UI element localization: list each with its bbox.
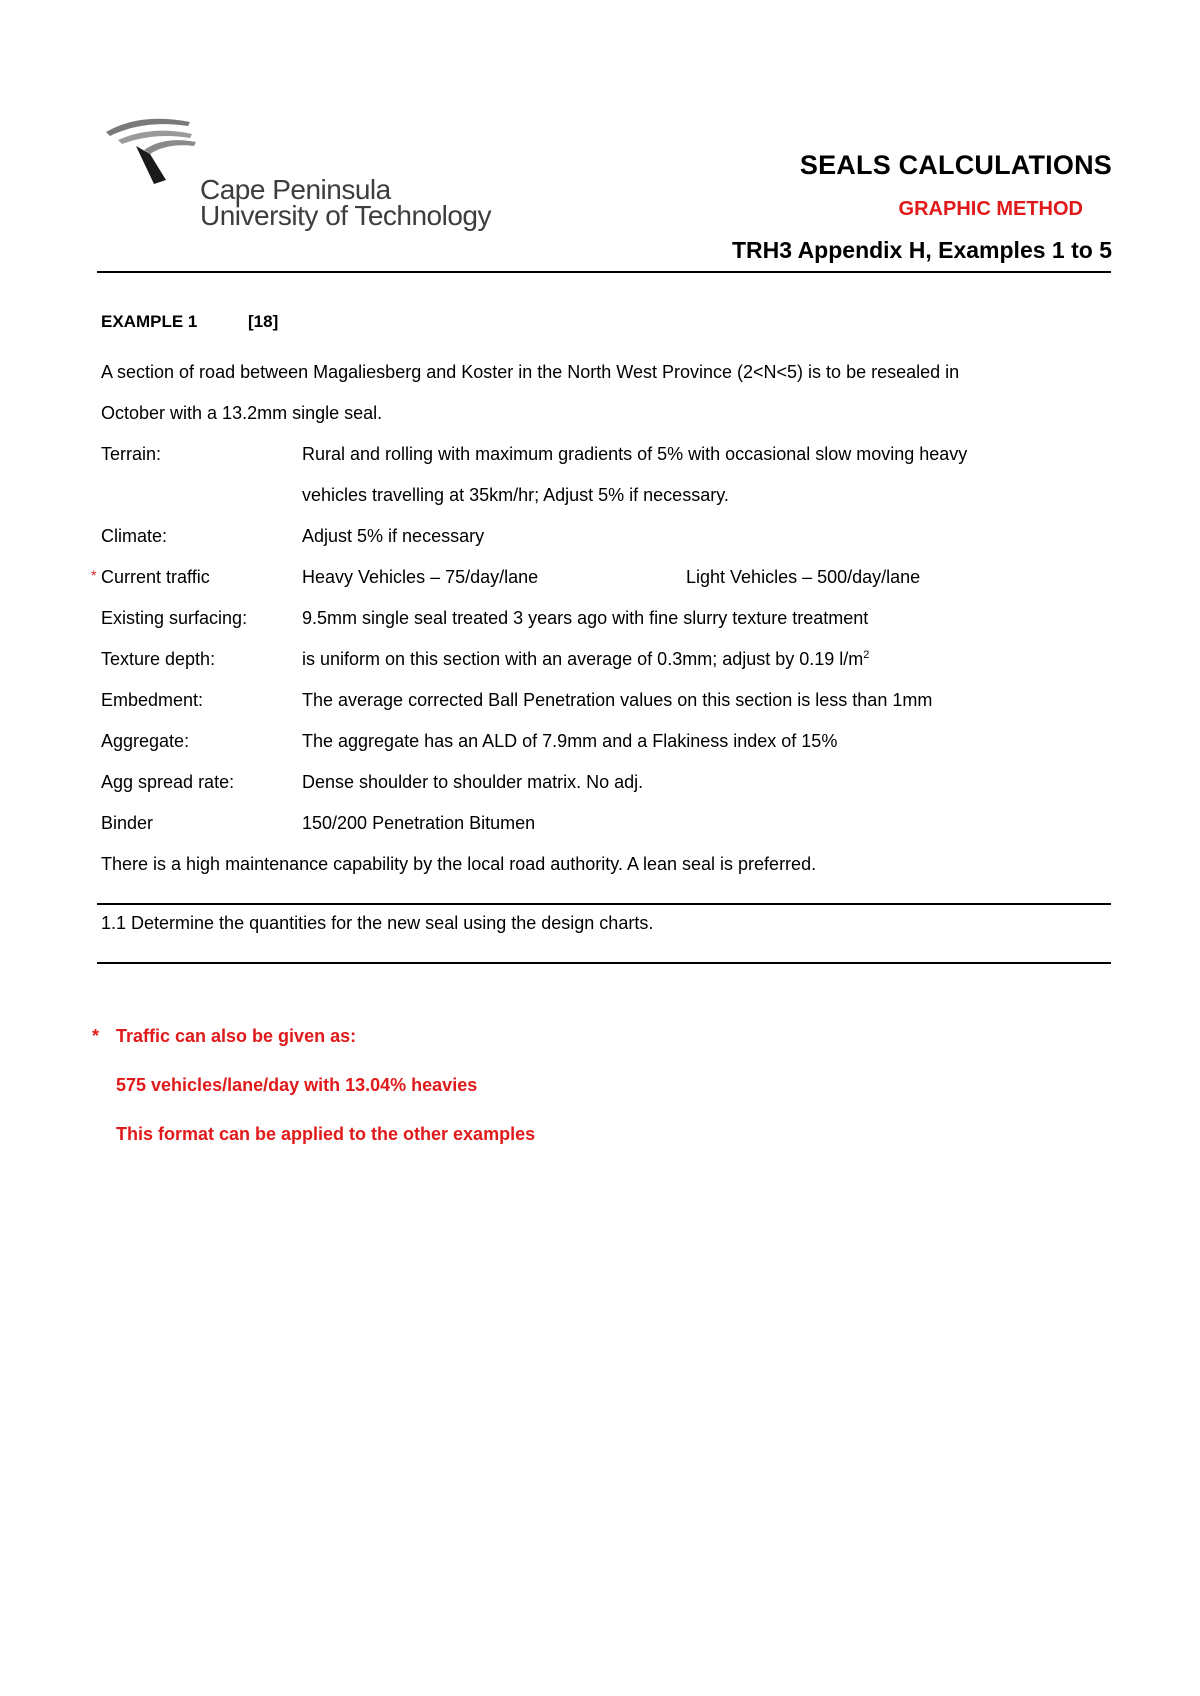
terrain-value: Rural and rolling with maximum gradients of 5% with occasional slow moving heavy [302,444,968,464]
embedment-value: The average corrected Ball Penetration values on this section is less than 1mm [302,690,933,710]
traffic-asterisk: * [91,567,97,583]
note-line-2: 575 vehicles/lane/day with 13.04% heavies [116,1075,478,1095]
binder-label: Binder [101,813,154,833]
texture-value: is uniform on this section with an average of 0.3mm; adjust by 0.19 l/m [302,649,864,669]
logo-line-1: Cape Peninsula [200,174,391,205]
cput-logo [100,110,500,230]
note-line-3: This format can be applied to the other examples [116,1124,536,1144]
traffic-heavy-value: Heavy Vehicles – 75/day/lane [302,567,539,587]
texture-label: Texture depth: [101,649,216,669]
terrain-label: Terrain: [101,444,162,464]
binder-value: 150/200 Penetration Bitumen [302,813,536,833]
climate-label: Climate: [101,526,168,546]
texture-value-line [302,648,869,670]
document-reference: TRH3 Appendix H, Examples 1 to 5 [731,237,1112,263]
climate-value: Adjust 5% if necessary [302,526,485,546]
intro-line-1: A section of road between Magaliesberg and Koster in the North West Province (2<N<5) is to be resealed in [101,362,960,382]
traffic-light-value: Light Vehicles – 500/day/lane [686,567,921,587]
cput-logo-mark-icon [100,110,200,190]
question-top-divider [97,903,1111,905]
aggregate-value: The aggregate has an ALD of 7.9mm and a Flakiness index of 15% [302,731,838,751]
closing-statement: There is a high maintenance capability by the local road authority. A lean seal is preferred. [101,854,817,874]
note-line-1: Traffic can also be given as: [116,1026,357,1046]
logo-line-2: University of Technology [200,200,491,231]
spread-rate-value: Dense shoulder to shoulder matrix. No adj. [302,772,644,792]
document-title: SEALS CALCULATIONS [799,150,1112,180]
header-divider [97,271,1111,273]
surfacing-label: Existing surfacing: [101,608,248,628]
example-heading: EXAMPLE 1 [101,312,198,331]
document-subtitle: GRAPHIC METHOD [898,198,1083,220]
intro-line-2: October with a 13.2mm single seal. [101,403,383,423]
traffic-label: Current traffic [101,567,210,587]
surfacing-value: 9.5mm single seal treated 3 years ago with fine slurry texture treatment [302,608,869,628]
question-1-1: 1.1 Determine the quantities for the new seal using the design charts. [101,913,654,933]
question-bottom-divider [97,962,1111,964]
spread-rate-label: Agg spread rate: [101,772,235,792]
aggregate-label: Aggregate: [101,731,190,751]
note-asterisk: * [92,1026,100,1046]
embedment-label: Embedment: [101,690,204,710]
example-marks: [18] [248,312,279,331]
terrain-value-cont: vehicles travelling at 35km/hr; Adjust 5% if necessary. [302,485,729,505]
texture-unit-superscript: 2 [863,649,870,661]
